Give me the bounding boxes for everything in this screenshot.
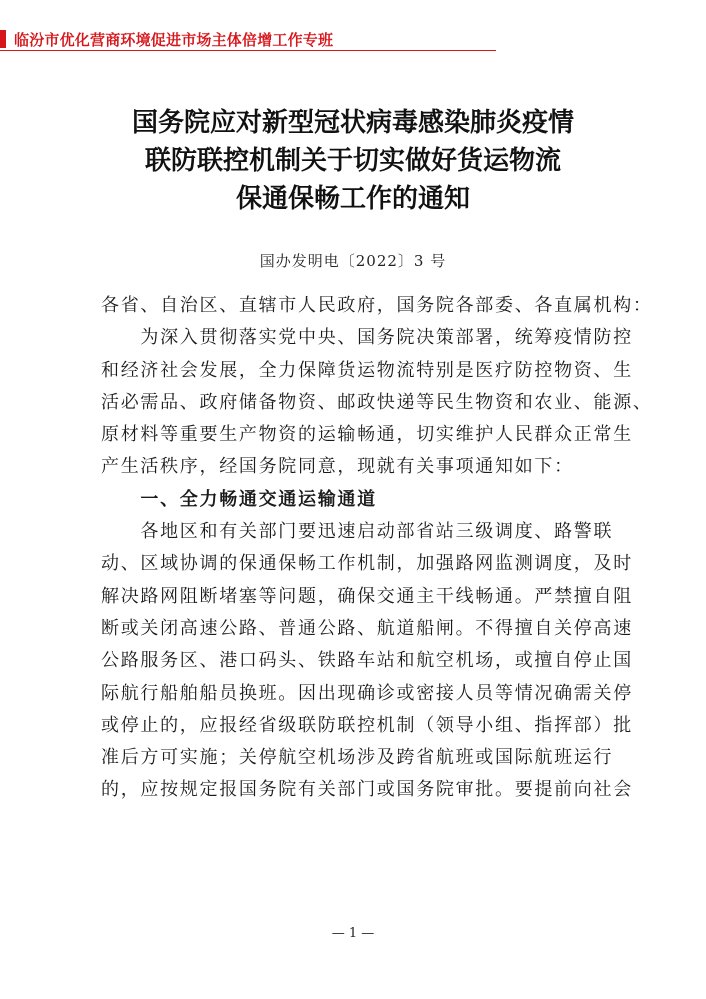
body-line: 断或关闭高速公路、普通公路、航道船闸。不得擅自关停高速 xyxy=(101,617,633,639)
salutation-line: 各省、自治区、直辖市人民政府，国务院各部委、各直属机构： xyxy=(101,295,653,316)
body-line: 动、区域协调的保通保畅工作机制，加强路网监测调度，及时 xyxy=(101,553,633,575)
header-organization: 临汾市优化营商环境促进市场主体倍增工作专班 xyxy=(14,31,334,49)
title-line: 保通保畅工作的通知 xyxy=(235,184,470,214)
page-number: — 1 — xyxy=(331,926,375,941)
body-line: 或停止的，应报经省级联防联控机制（领导小组、指挥部）批 xyxy=(101,714,633,736)
body-line: 际航行船舶船员换班。因出现确诊或密接人员等情况确需关停 xyxy=(101,682,633,704)
document-number: 国办发明电〔2022〕3 号 xyxy=(259,252,447,270)
body-line: 解决路网阻断堵塞等问题，确保交通主干线畅通。严禁擅自阻 xyxy=(101,585,633,607)
section-heading: 一、全力畅通交通运输通道 xyxy=(101,488,377,510)
body-line: 产生活秩序，经国务院同意，现就有关事项通知如下： xyxy=(101,456,574,478)
document-title xyxy=(0,104,706,218)
body-line: 公路服务区、港口码头、铁路车站和航空机场，或擅自停止国 xyxy=(101,650,633,672)
header-accent-bar xyxy=(0,30,6,48)
title-line: 联防联控机制关于切实做好货运物流 xyxy=(144,146,561,176)
body-line: 原材料等重要生产物资的运输畅通，切实维护人民群众正常生 xyxy=(101,424,633,446)
body-line: 各地区和有关部门要迅速启动部省站三级调度、路警联 xyxy=(101,521,614,543)
document-body xyxy=(101,290,653,807)
body-line: 为深入贯彻落实党中央、国务院决策部署，统筹疫情防控 xyxy=(101,327,633,349)
body-line: 准后方可实施；关停航空机场涉及跨省航班或国际航班运行 xyxy=(101,747,614,769)
body-line: 和经济社会发展，全力保障货运物流特别是医疗防控物资、生 xyxy=(101,359,633,381)
body-line: 的，应按规定报国务院有关部门或国务院审批。要提前向社会 xyxy=(101,779,633,801)
header-divider xyxy=(0,50,496,51)
body-line: 活必需品、政府储备物资、邮政快递等民生物资和农业、能源、 xyxy=(101,391,653,413)
title-line: 国务院应对新型冠状病毒感染肺炎疫情 xyxy=(131,108,574,138)
